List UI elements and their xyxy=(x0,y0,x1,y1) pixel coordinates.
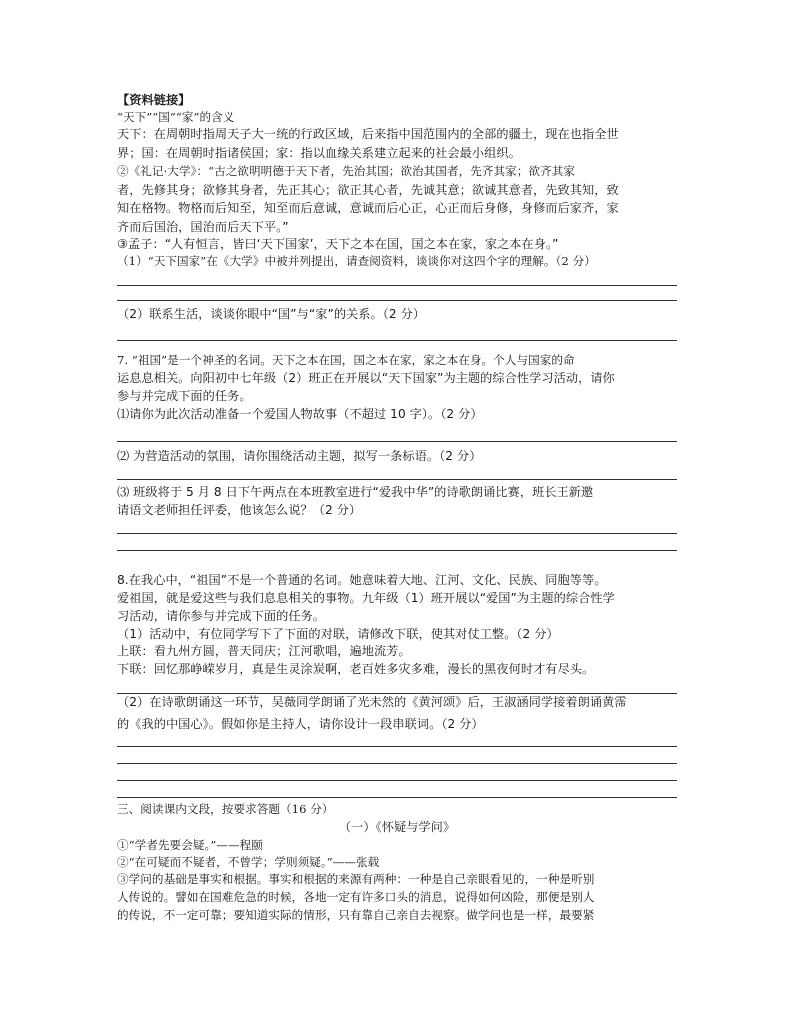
text-line: 的《我的中国心》。假如你是主持人，请你设计一段串联词。（2 分） xyxy=(117,717,484,731)
text-line: ①“学者先要会疑。”——程颐 xyxy=(117,838,263,852)
resource-link-heading: 【资料链接】 xyxy=(117,93,191,107)
question-text: （2）联系生活，谈谈你眼中“国”与“家”的关系。（2 分） xyxy=(117,307,426,321)
text-line: 者，先修其身；欲修其身者，先正其心；欲正其心者，先诚其意；欲诚其意者，先致其知，致 xyxy=(117,183,619,197)
answer-line xyxy=(117,479,677,480)
text-line: 下联：回忆那峥嵘岁月，真是生灵涂炭啊，老百姓多灾多难，漫长的黑夜何时才有尽头。 xyxy=(117,662,595,676)
text-line: 界；国：在周朝时指诸侯国；家：指以血缘关系建立起来的社会最小组织。 xyxy=(117,146,521,160)
question-text: （1）活动中，有位同学写下了下面的对联，请修改下联，使其对仗工整。（2 分） xyxy=(117,627,559,641)
text-line: “天下”“国”“家”的含义 xyxy=(117,110,235,124)
answer-line xyxy=(117,797,677,798)
text-line: ②《礼记·大学》：“古之欲明明德于天下者，先治其国；欲治其国者，先齐其家；欲齐其家 xyxy=(117,164,576,178)
text-line: ③学问的基础是事实和根据。事实和根据的来源有两种：一种是自己亲眼看见的，一种是听别 xyxy=(117,872,595,886)
text-line: 习活动，请你参与并完成下面的任务。 xyxy=(117,609,326,623)
text-line: 的传说，不一定可靠；要知道实际的情形，只有靠自己亲自去视察。做学问也是一样，最要紧 xyxy=(117,908,595,922)
text-line: 人传说的。譬如在国难危急的时候，各地一定有许多口头的消息，说得如何凶险，那便是别人 xyxy=(117,890,595,904)
answer-line xyxy=(117,746,677,747)
passage-title: （一）《怀疑与学问》 xyxy=(338,820,456,834)
text-line: 齐而后国治，国治而后天下平。” xyxy=(117,220,289,234)
text-line: ③孟子：“人有恒言，皆曰‘天下国家’，天下之本在国，国之本在家，家之本在身。” xyxy=(117,237,559,251)
answer-line xyxy=(117,441,677,442)
answer-line xyxy=(117,550,677,551)
text-line: ②“在可疑而不疑者，不曾学；学则须疑。”——张载 xyxy=(117,855,380,869)
question-text: 7. “祖国”是一个神圣的名词。天下之本在国，国之本在家，家之本在身。个人与国家的命 xyxy=(117,353,575,367)
answer-line xyxy=(117,340,677,341)
question-text: 8.在我心中，“祖国”不是一个普通的名词。她意味着大地、江河、文化、民族、同胞等等。 xyxy=(117,573,607,587)
text-line: 参与并完成下面的任务。 xyxy=(117,389,252,403)
question-text: （1）“天下国家”在《大学》中被并列提出，请查阅资料，谈谈你对这四个字的理解。（2 分） xyxy=(117,254,596,268)
question-text: ⑶ 班级将于 5 月 8 日下午两点在本班教室进行“爱我中华”的诗歌朗诵比赛，班长王新邀 xyxy=(117,485,594,499)
answer-line xyxy=(117,285,677,286)
answer-line xyxy=(117,780,677,781)
text-line: 运息息相关。向阳初中七年级（2）班正在开展以“天下国家”为主题的综合性学习活动，请你 xyxy=(117,371,615,385)
answer-line xyxy=(117,763,677,764)
text-line: 请语文老师担任评委，他该怎么说？（2 分） xyxy=(117,503,362,517)
question-text: ⑵ 为营造活动的氛围，请你围绕活动主题，拟写一条标语。（2 分） xyxy=(117,449,482,463)
answer-line xyxy=(117,533,677,534)
question-text: ⑴请你为此次活动准备一个爱国人物故事（不超过 10 字）。（2 分） xyxy=(117,407,483,421)
section-heading: 三、阅读课内文段，按要求答题（16 分） xyxy=(117,802,334,816)
question-text: （2）在诗歌朗诵这一环节，吴薇同学朗诵了光未然的《黄河颂》后，王淑涵同学接着朗诵黄霈 xyxy=(117,695,627,709)
text-line: 上联：看九州方圆，普天同庆；江河歌唱，遍地流芳。 xyxy=(117,644,411,658)
text-line: 天下：在周朝时指周天子大一统的行政区域，后来指中国范围内的全部的疆土，现在也指全世 xyxy=(117,127,619,141)
text-line: 爱祖国，就是爱这些与我们息息相关的事物。九年级（1）班开展以“爱国”为主题的综合性学 xyxy=(117,591,615,605)
answer-line xyxy=(117,300,677,301)
text-line: 知在格物。物格而后知至，知至而后意诚，意诚而后心正，心正而后身修，身修而后家齐，家 xyxy=(117,201,619,215)
